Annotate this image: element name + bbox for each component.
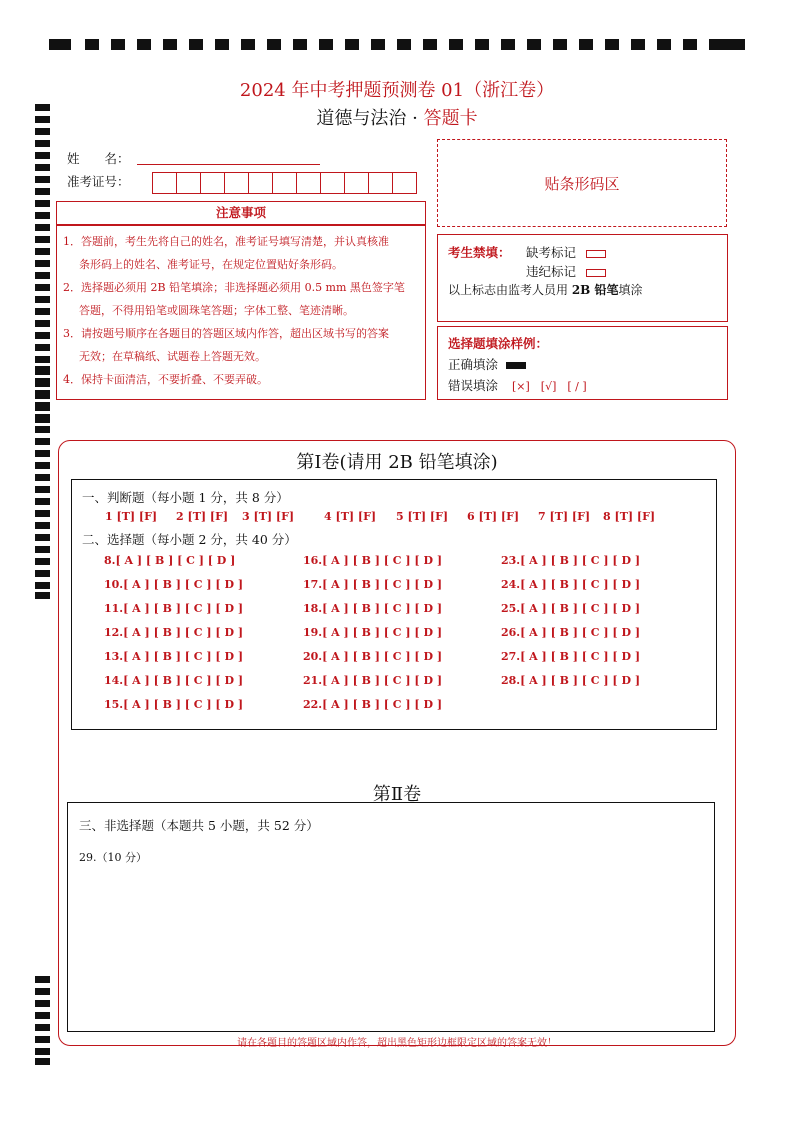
choice-item[interactable]: 18.[ A ] [ B ] [ C ] [ D ] [303, 602, 443, 615]
choice-item[interactable]: 15.[ A ] [ B ] [ C ] [ D ] [104, 698, 244, 711]
choice-item[interactable]: 21.[ A ] [ B ] [ C ] [ D ] [303, 674, 443, 687]
choice-item[interactable]: 25.[ A ] [ B ] [ C ] [ D ] [501, 602, 641, 615]
choice-item[interactable]: 24.[ A ] [ B ] [ C ] [ D ] [501, 578, 641, 591]
notice-box [56, 225, 426, 400]
fill-sample-box [437, 326, 728, 400]
wrong-marks: [×] [√] [ / ] [512, 380, 587, 393]
judge-item[interactable]: 3 [T] [F] [242, 510, 295, 523]
nonchoice-section-title: 三、非选择题（本题共 5 小题，共 52 分） [79, 818, 319, 833]
part2-title: 第Ⅱ卷 [372, 784, 422, 805]
notice-item: 1．答题前，考生先将自己的姓名，准考证号填写清楚，并认真核准 [63, 235, 389, 248]
forbidden-note-bold: 2B 铅笔 [571, 283, 619, 297]
choice-item[interactable]: 11.[ A ] [ B ] [ C ] [ D ] [104, 602, 244, 615]
absent-mark-box[interactable] [586, 250, 606, 258]
forbidden-box [437, 234, 728, 322]
subtitle-dot: · [412, 108, 418, 129]
barcode-label: 贴条形码区 [544, 175, 620, 193]
subject-name: 道德与法治 [316, 108, 407, 129]
notice-item: 2．选择题必须用 2B 铅笔填涂；非选择题必须用 0.5 mm 黑色签字笔 [63, 281, 405, 294]
name-label: 姓 名： [67, 151, 130, 166]
wrong-sample-label: 错误填涂 [448, 378, 499, 393]
part2-answer-box[interactable] [67, 802, 715, 1032]
exam-title: 2024 年中考押题预测卷 01（浙江卷） [239, 80, 555, 101]
choice-section-title: 二、选择题（每小题 2 分，共 40 分） [82, 532, 297, 547]
sample-title: 选择题填涂样例： [448, 336, 549, 351]
correct-sample-label: 正确填涂 [448, 357, 499, 372]
answer-card-label: 答题卡 [423, 108, 478, 129]
judge-item[interactable]: 4 [T] [F] [324, 510, 377, 523]
notice-title: 注意事项 [215, 205, 266, 220]
card-subtitle [0, 104, 794, 130]
notice-item: 条形码上的姓名、准考证号，在规定位置贴好条形码。 [79, 258, 343, 271]
choice-item[interactable]: 22.[ A ] [ B ] [ C ] [ D ] [303, 698, 443, 711]
choice-item[interactable]: 16.[ A ] [ B ] [ C ] [ D ] [303, 554, 443, 567]
choice-item[interactable]: 8.[ A ] [ B ] [ C ] [ D ] [104, 554, 236, 567]
choice-item[interactable]: 19.[ A ] [ B ] [ C ] [ D ] [303, 626, 443, 639]
name-line[interactable] [137, 164, 320, 165]
notice-item: 无效；在草稿纸、试题卷上答题无效。 [79, 350, 266, 363]
choice-item[interactable]: 28.[ A ] [ B ] [ C ] [ D ] [501, 674, 641, 687]
notice-item: 4．保持卡面清洁，不要折叠、不要弄破。 [63, 373, 268, 386]
choice-item[interactable]: 27.[ A ] [ B ] [ C ] [ D ] [501, 650, 641, 663]
forbidden-note-pre: 以上标志由监考人员用 [448, 283, 572, 297]
violation-mark-row [526, 262, 606, 280]
choice-item[interactable]: 13.[ A ] [ B ] [ C ] [ D ] [104, 650, 244, 663]
barcode-area [437, 139, 727, 227]
part1-box [71, 479, 717, 730]
choice-item[interactable]: 12.[ A ] [ B ] [ C ] [ D ] [104, 626, 244, 639]
judge-item[interactable]: 7 [T] [F] [538, 510, 591, 523]
judge-item[interactable]: 6 [T] [F] [467, 510, 520, 523]
forbidden-note [448, 281, 643, 298]
judge-item[interactable]: 2 [T] [F] [176, 510, 229, 523]
forbidden-note-post: 填涂 [618, 283, 643, 297]
judge-item[interactable]: 1 [T] [F] [105, 510, 158, 523]
forbidden-label: 考生禁填： [448, 245, 511, 260]
choice-item[interactable]: 20.[ A ] [ B ] [ C ] [ D ] [303, 650, 443, 663]
timing-marks-top [49, 39, 745, 51]
id-number-boxes[interactable] [152, 172, 416, 194]
id-label: 准考证号： [67, 174, 130, 189]
notice-item: 答题，不得用铅笔或圆珠笔答题；字体工整、笔迹清晰。 [79, 304, 354, 317]
violation-mark-label: 违纪标记 [526, 264, 577, 279]
choice-item[interactable]: 14.[ A ] [ B ] [ C ] [ D ] [104, 674, 244, 687]
absent-mark-row [526, 243, 606, 261]
notice-header [56, 201, 426, 225]
question-29-label: 29.（10 分） [79, 851, 147, 864]
violation-mark-box[interactable] [586, 269, 606, 277]
choice-item[interactable]: 10.[ A ] [ B ] [ C ] [ D ] [104, 578, 244, 591]
footer-warning: 请在各题目的答题区域内作答，超出黑色矩形边框限定区域的答案无效！ [237, 1038, 557, 1049]
choice-item[interactable]: 17.[ A ] [ B ] [ C ] [ D ] [303, 578, 443, 591]
judge-item[interactable]: 5 [T] [F] [396, 510, 449, 523]
correct-sample-row [448, 355, 526, 373]
part1-title: 第Ⅰ卷(请用 2B 铅笔填涂) [296, 452, 498, 473]
choice-item[interactable]: 26.[ A ] [ B ] [ C ] [ D ] [501, 626, 641, 639]
choice-item[interactable]: 23.[ A ] [ B ] [ C ] [ D ] [501, 554, 641, 567]
absent-mark-label: 缺考标记 [526, 245, 577, 260]
wrong-sample-row [448, 376, 587, 394]
judge-section-title: 一、判断题（每小题 1 分，共 8 分） [82, 490, 289, 505]
judge-item[interactable]: 8 [T] [F] [603, 510, 656, 523]
notice-item: 3．请按题号顺序在各题目的答题区域内作答，超出区域书写的答案 [63, 327, 389, 340]
filled-mark [506, 362, 526, 369]
